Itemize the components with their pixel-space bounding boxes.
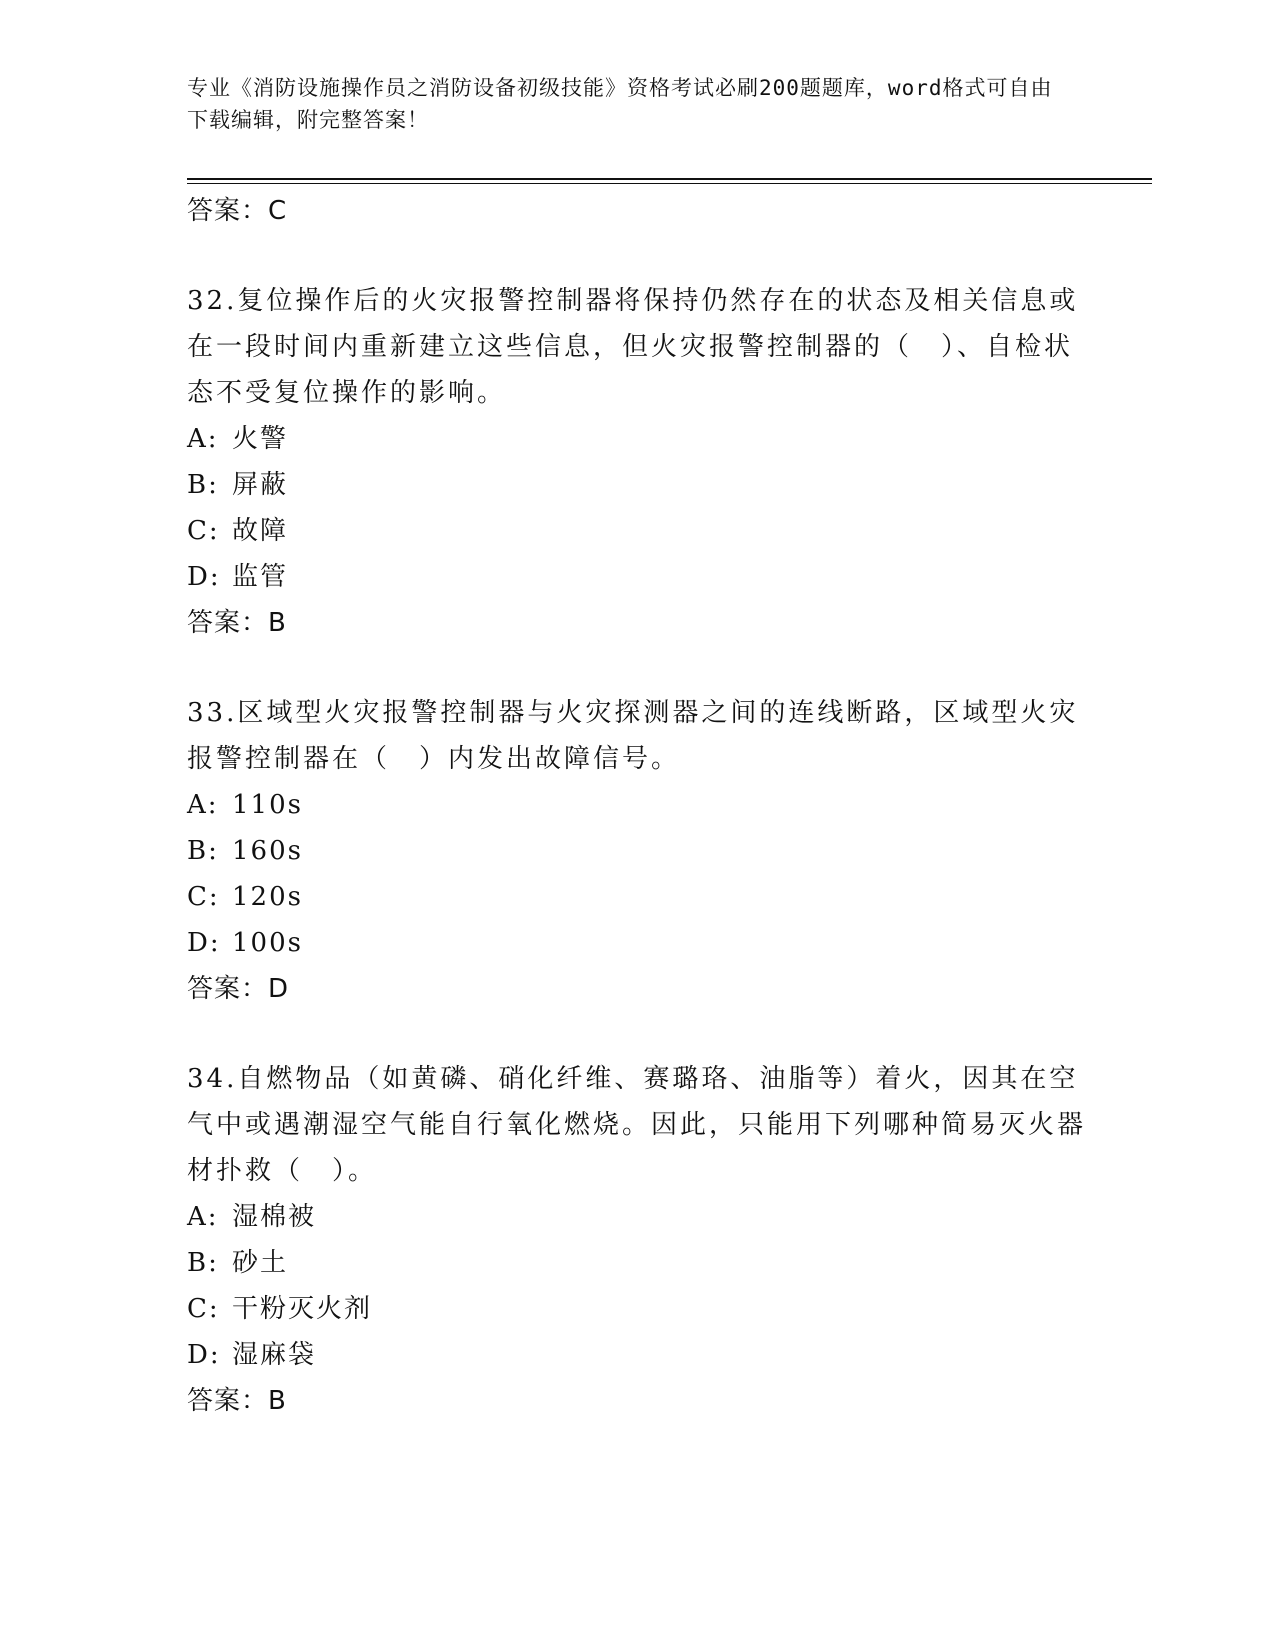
option-text: 监管 [232, 562, 289, 592]
option-a [187, 1194, 1087, 1240]
option-c [187, 508, 1087, 554]
option-d [187, 1332, 1087, 1378]
option-text: 屏蔽 [232, 470, 289, 500]
option-d [187, 920, 1087, 966]
header-divider-thick [187, 178, 1152, 180]
option-key: B: [187, 1248, 219, 1278]
option-b [187, 462, 1087, 508]
option-key: C: [187, 1294, 220, 1324]
answer-line: 答案：B [187, 1386, 287, 1416]
option-key: D: [187, 562, 221, 592]
answer-line: 答案：D [187, 974, 290, 1004]
option-text: 160s [232, 836, 303, 866]
option-key: A: [187, 790, 219, 820]
option-a [187, 782, 1087, 828]
option-b [187, 1240, 1087, 1286]
option-text: 火警 [232, 424, 289, 454]
question-text: 33.区域型火灾报警控制器与火灾探测器之间的连线断路，区域型火灾报警控制器在（ ）内发出故障信号。 [187, 698, 1079, 774]
option-key: D: [187, 928, 221, 958]
option-key: A: [187, 424, 219, 454]
option-key: C: [187, 516, 220, 546]
document-header: 专业《消防设施操作员之消防设备初级技能》资格考试必刷200题题库，word格式可自由下载编辑，附完整答案！ [187, 76, 1053, 132]
option-key: D: [187, 1340, 221, 1370]
option-text: 湿麻袋 [232, 1340, 317, 1370]
option-text: 故障 [232, 516, 289, 546]
question-block-34 [187, 1056, 1087, 1424]
option-text: 110s [232, 790, 303, 820]
option-text: 砂土 [232, 1248, 289, 1278]
document-body [187, 188, 1087, 1424]
option-key: B: [187, 470, 219, 500]
option-text: 100s [232, 928, 303, 958]
previous-answer: 答案：C [187, 196, 288, 226]
option-a [187, 416, 1087, 462]
option-b [187, 828, 1087, 874]
option-text: 120s [232, 882, 303, 912]
option-c [187, 874, 1087, 920]
option-c [187, 1286, 1087, 1332]
header-divider-thin [187, 183, 1152, 184]
answer-line: 答案：B [187, 608, 287, 638]
option-key: C: [187, 882, 220, 912]
option-text: 湿棉被 [232, 1202, 317, 1232]
question-text: 32.复位操作后的火灾报警控制器将保持仍然存在的状态及相关信息或在一段时间内重新建立这些信息，但火灾报警控制器的（ ）、自检状态不受复位操作的影响。 [187, 286, 1079, 408]
option-key: A: [187, 1202, 219, 1232]
question-block-32 [187, 278, 1087, 646]
option-d [187, 554, 1087, 600]
option-key: B: [187, 836, 219, 866]
question-block-33 [187, 690, 1087, 1012]
question-text: 34.自燃物品（如黄磷、硝化纤维、赛璐珞、油脂等）着火，因其在空气中或遇潮湿空气能自行氧化燃烧。因此，只能用下列哪种简易灭火器材扑救（ ）。 [187, 1064, 1087, 1186]
option-text: 干粉灭火剂 [232, 1294, 373, 1324]
